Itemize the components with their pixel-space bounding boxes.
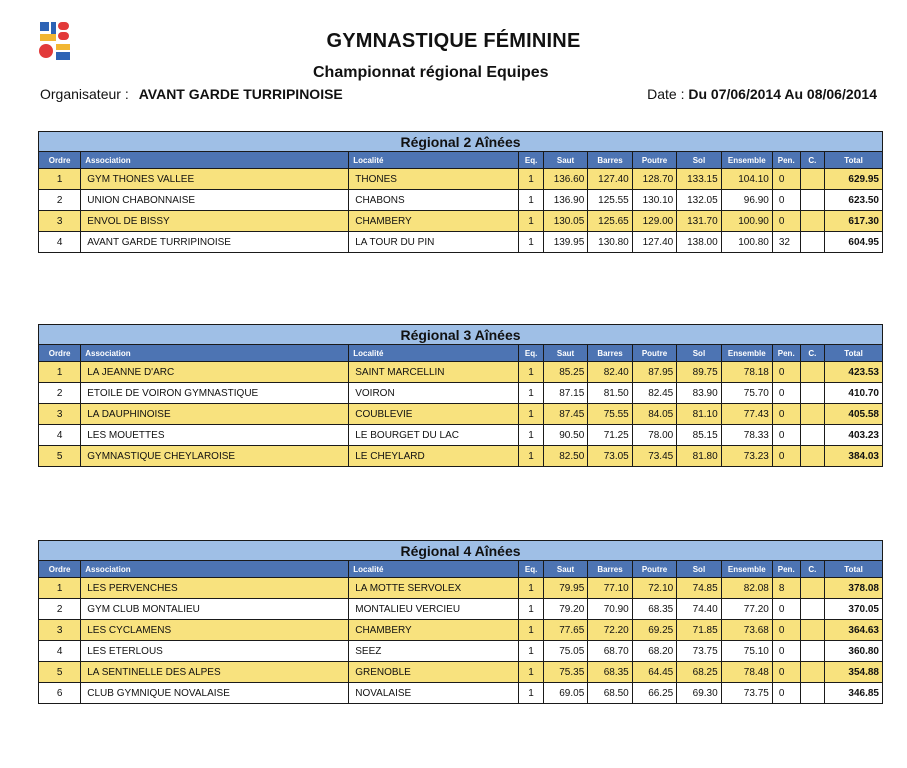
- table-row: [39, 169, 883, 190]
- cell-equipe: 1: [519, 641, 543, 662]
- cell-association: GYM THONES VALLEE: [81, 169, 349, 190]
- cell-ensemble: 77.20: [721, 599, 772, 620]
- cell-c: [800, 578, 824, 599]
- cell-poutre: 84.05: [632, 404, 676, 425]
- cell-association: GYM CLUB MONTALIEU: [81, 599, 349, 620]
- cell-saut: 90.50: [543, 425, 587, 446]
- cell-total: 423.53: [825, 362, 883, 383]
- cell-poutre: 66.25: [632, 683, 676, 704]
- cell-penalite: 0: [772, 190, 800, 211]
- cell-ordre: 3: [39, 211, 81, 232]
- cell-penalite: 0: [772, 662, 800, 683]
- cell-sol: 132.05: [677, 190, 721, 211]
- cell-sol: 81.80: [677, 446, 721, 467]
- cell-poutre: 127.40: [632, 232, 676, 253]
- cell-localite: COUBLEVIE: [349, 404, 519, 425]
- cell-penalite: 0: [772, 599, 800, 620]
- table-row: [39, 641, 883, 662]
- cell-c: [800, 169, 824, 190]
- table-row: [39, 599, 883, 620]
- cell-total: 617.30: [825, 211, 883, 232]
- cell-association: LES MOUETTES: [81, 425, 349, 446]
- column-header-total: Total: [825, 345, 883, 362]
- table-row: [39, 620, 883, 641]
- cell-localite: NOVALAISE: [349, 683, 519, 704]
- cell-poutre: 82.45: [632, 383, 676, 404]
- cell-barres: 130.80: [588, 232, 632, 253]
- cell-sol: 133.15: [677, 169, 721, 190]
- cell-equipe: 1: [519, 683, 543, 704]
- cell-penalite: 0: [772, 425, 800, 446]
- cell-poutre: 72.10: [632, 578, 676, 599]
- cell-c: [800, 383, 824, 404]
- column-header-sol: Sol: [677, 561, 721, 578]
- column-header-c: C.: [800, 345, 824, 362]
- column-header-ordre: Ordre: [39, 152, 81, 169]
- cell-saut: 75.35: [543, 662, 587, 683]
- cell-poutre: 130.10: [632, 190, 676, 211]
- cell-localite: LA TOUR DU PIN: [349, 232, 519, 253]
- table-row: [39, 190, 883, 211]
- cell-poutre: 68.20: [632, 641, 676, 662]
- table-row: [39, 232, 883, 253]
- table-row: [39, 662, 883, 683]
- cell-ensemble: 73.68: [721, 620, 772, 641]
- cell-equipe: 1: [519, 425, 543, 446]
- table-header-row: [39, 561, 883, 578]
- cell-barres: 82.40: [588, 362, 632, 383]
- cell-penalite: 0: [772, 211, 800, 232]
- cell-penalite: 32: [772, 232, 800, 253]
- column-header-ensemble: Ensemble: [721, 152, 772, 169]
- column-header-localite: Localité: [349, 561, 519, 578]
- cell-saut: 77.65: [543, 620, 587, 641]
- cell-localite: CHABONS: [349, 190, 519, 211]
- cell-equipe: 1: [519, 599, 543, 620]
- organizer-value: AVANT GARDE TURRIPINOISE: [138, 86, 343, 102]
- cell-saut: 130.05: [543, 211, 587, 232]
- cell-ordre: 4: [39, 425, 81, 446]
- cell-total: 623.50: [825, 190, 883, 211]
- cell-total: 354.88: [825, 662, 883, 683]
- cell-barres: 81.50: [588, 383, 632, 404]
- cell-c: [800, 446, 824, 467]
- cell-c: [800, 362, 824, 383]
- cell-c: [800, 683, 824, 704]
- cell-ensemble: 78.48: [721, 662, 772, 683]
- cell-equipe: 1: [519, 190, 543, 211]
- cell-ordre: 1: [39, 362, 81, 383]
- cell-c: [800, 620, 824, 641]
- date-label: Date :: [647, 86, 685, 102]
- table-row: [39, 383, 883, 404]
- cell-equipe: 1: [519, 211, 543, 232]
- cell-poutre: 78.00: [632, 425, 676, 446]
- cell-association: LA JEANNE D'ARC: [81, 362, 349, 383]
- cell-barres: 70.90: [588, 599, 632, 620]
- cell-ensemble: 104.10: [721, 169, 772, 190]
- column-header-c: C.: [800, 152, 824, 169]
- cell-localite: LA MOTTE SERVOLEX: [349, 578, 519, 599]
- cell-localite: LE CHEYLARD: [349, 446, 519, 467]
- cell-localite: SEEZ: [349, 641, 519, 662]
- cell-sol: 71.85: [677, 620, 721, 641]
- results-table: [38, 131, 883, 253]
- date-value: Du 07/06/2014 Au 08/06/2014: [688, 86, 877, 102]
- cell-c: [800, 211, 824, 232]
- cell-ordre: 4: [39, 641, 81, 662]
- column-header-poutre: Poutre: [632, 152, 676, 169]
- column-header-total: Total: [825, 152, 883, 169]
- column-header-saut: Saut: [543, 345, 587, 362]
- cell-association: ETOILE DE VOIRON GYMNASTIQUE: [81, 383, 349, 404]
- table-row: [39, 446, 883, 467]
- column-header-penalite: Pen.: [772, 561, 800, 578]
- cell-sol: 69.30: [677, 683, 721, 704]
- cell-saut: 136.90: [543, 190, 587, 211]
- cell-ensemble: 73.75: [721, 683, 772, 704]
- cell-association: LA DAUPHINOISE: [81, 404, 349, 425]
- cell-saut: 87.15: [543, 383, 587, 404]
- table-header-row: [39, 345, 883, 362]
- cell-ensemble: 100.80: [721, 232, 772, 253]
- organizer: [40, 86, 343, 102]
- column-header-association: Association: [81, 561, 349, 578]
- cell-poutre: 129.00: [632, 211, 676, 232]
- cell-ensemble: 77.43: [721, 404, 772, 425]
- table-caption: Régional 4 Aînées: [39, 541, 883, 561]
- cell-equipe: 1: [519, 404, 543, 425]
- cell-total: 405.58: [825, 404, 883, 425]
- cell-poutre: 128.70: [632, 169, 676, 190]
- column-header-c: C.: [800, 561, 824, 578]
- cell-ordre: 5: [39, 662, 81, 683]
- column-header-localite: Localité: [349, 345, 519, 362]
- column-header-barres: Barres: [588, 345, 632, 362]
- cell-ensemble: 75.70: [721, 383, 772, 404]
- cell-equipe: 1: [519, 232, 543, 253]
- cell-barres: 77.10: [588, 578, 632, 599]
- cell-total: 370.05: [825, 599, 883, 620]
- cell-barres: 71.25: [588, 425, 632, 446]
- cell-saut: 85.25: [543, 362, 587, 383]
- cell-poutre: 68.35: [632, 599, 676, 620]
- cell-sol: 89.75: [677, 362, 721, 383]
- cell-c: [800, 425, 824, 446]
- cell-barres: 125.55: [588, 190, 632, 211]
- cell-sol: 74.40: [677, 599, 721, 620]
- cell-barres: 68.35: [588, 662, 632, 683]
- results-table: [38, 540, 883, 704]
- cell-barres: 125.65: [588, 211, 632, 232]
- cell-equipe: 1: [519, 662, 543, 683]
- table-caption: Régional 2 Aînées: [39, 132, 883, 152]
- cell-c: [800, 232, 824, 253]
- table-caption: Régional 3 Aînées: [39, 325, 883, 345]
- cell-localite: CHAMBERY: [349, 620, 519, 641]
- cell-association: LES PERVENCHES: [81, 578, 349, 599]
- cell-equipe: 1: [519, 362, 543, 383]
- cell-equipe: 1: [519, 578, 543, 599]
- cell-poutre: 64.45: [632, 662, 676, 683]
- cell-ensemble: 75.10: [721, 641, 772, 662]
- cell-equipe: 1: [519, 383, 543, 404]
- cell-localite: LE BOURGET DU LAC: [349, 425, 519, 446]
- cell-equipe: 1: [519, 446, 543, 467]
- cell-ensemble: 73.23: [721, 446, 772, 467]
- cell-penalite: 0: [772, 169, 800, 190]
- cell-ordre: 1: [39, 169, 81, 190]
- cell-saut: 79.95: [543, 578, 587, 599]
- cell-barres: 127.40: [588, 169, 632, 190]
- cell-barres: 73.05: [588, 446, 632, 467]
- column-header-sol: Sol: [677, 152, 721, 169]
- column-header-ensemble: Ensemble: [721, 345, 772, 362]
- cell-ensemble: 96.90: [721, 190, 772, 211]
- cell-ordre: 2: [39, 383, 81, 404]
- cell-penalite: 0: [772, 383, 800, 404]
- cell-localite: THONES: [349, 169, 519, 190]
- cell-ensemble: 78.33: [721, 425, 772, 446]
- cell-c: [800, 190, 824, 211]
- cell-barres: 75.55: [588, 404, 632, 425]
- cell-association: AVANT GARDE TURRIPINOISE: [81, 232, 349, 253]
- cell-association: GYMNASTIQUE CHEYLAROISE: [81, 446, 349, 467]
- cell-total: 384.03: [825, 446, 883, 467]
- column-header-poutre: Poutre: [632, 345, 676, 362]
- cell-association: LA SENTINELLE DES ALPES: [81, 662, 349, 683]
- cell-penalite: 0: [772, 683, 800, 704]
- column-header-equipe: Eq.: [519, 345, 543, 362]
- cell-ordre: 3: [39, 620, 81, 641]
- cell-association: CLUB GYMNIQUE NOVALAISE: [81, 683, 349, 704]
- cell-penalite: 0: [772, 362, 800, 383]
- cell-total: 410.70: [825, 383, 883, 404]
- organizer-label: Organisateur :: [40, 86, 129, 102]
- cell-localite: VOIRON: [349, 383, 519, 404]
- cell-ordre: 2: [39, 190, 81, 211]
- cell-sol: 138.00: [677, 232, 721, 253]
- table-row: [39, 425, 883, 446]
- table-row: [39, 683, 883, 704]
- cell-saut: 87.45: [543, 404, 587, 425]
- cell-total: 629.95: [825, 169, 883, 190]
- cell-sol: 73.75: [677, 641, 721, 662]
- cell-ordre: 5: [39, 446, 81, 467]
- column-header-localite: Localité: [349, 152, 519, 169]
- cell-sol: 83.90: [677, 383, 721, 404]
- cell-ensemble: 78.18: [721, 362, 772, 383]
- cell-total: 604.95: [825, 232, 883, 253]
- cell-barres: 68.50: [588, 683, 632, 704]
- cell-c: [800, 404, 824, 425]
- cell-localite: GRENOBLE: [349, 662, 519, 683]
- cell-total: 346.85: [825, 683, 883, 704]
- cell-association: LES ETERLOUS: [81, 641, 349, 662]
- cell-saut: 136.60: [543, 169, 587, 190]
- cell-equipe: 1: [519, 169, 543, 190]
- column-header-equipe: Eq.: [519, 152, 543, 169]
- column-header-saut: Saut: [543, 152, 587, 169]
- cell-ensemble: 100.90: [721, 211, 772, 232]
- cell-ordre: 3: [39, 404, 81, 425]
- column-header-total: Total: [825, 561, 883, 578]
- cell-localite: CHAMBERY: [349, 211, 519, 232]
- column-header-barres: Barres: [588, 561, 632, 578]
- column-header-ordre: Ordre: [39, 561, 81, 578]
- cell-ensemble: 82.08: [721, 578, 772, 599]
- page-subtitle: Championnat régional Equipes: [313, 64, 549, 81]
- cell-poutre: 69.25: [632, 620, 676, 641]
- cell-association: LES CYCLAMENS: [81, 620, 349, 641]
- column-header-saut: Saut: [543, 561, 587, 578]
- cell-saut: 79.20: [543, 599, 587, 620]
- cell-saut: 69.05: [543, 683, 587, 704]
- column-header-equipe: Eq.: [519, 561, 543, 578]
- cell-poutre: 73.45: [632, 446, 676, 467]
- cell-sol: 131.70: [677, 211, 721, 232]
- cell-saut: 82.50: [543, 446, 587, 467]
- cell-barres: 72.20: [588, 620, 632, 641]
- event-date: [647, 86, 877, 102]
- cell-c: [800, 662, 824, 683]
- cell-penalite: 0: [772, 641, 800, 662]
- column-header-ordre: Ordre: [39, 345, 81, 362]
- cell-saut: 75.05: [543, 641, 587, 662]
- cell-equipe: 1: [519, 620, 543, 641]
- cell-ordre: 4: [39, 232, 81, 253]
- column-header-barres: Barres: [588, 152, 632, 169]
- cell-total: 378.08: [825, 578, 883, 599]
- table-header-row: [39, 152, 883, 169]
- column-header-association: Association: [81, 345, 349, 362]
- column-header-association: Association: [81, 152, 349, 169]
- column-header-penalite: Pen.: [772, 345, 800, 362]
- cell-ordre: 2: [39, 599, 81, 620]
- cell-localite: MONTALIEU VERCIEU: [349, 599, 519, 620]
- column-header-sol: Sol: [677, 345, 721, 362]
- cell-penalite: 0: [772, 620, 800, 641]
- cell-c: [800, 641, 824, 662]
- cell-barres: 68.70: [588, 641, 632, 662]
- cell-penalite: 8: [772, 578, 800, 599]
- column-header-ensemble: Ensemble: [721, 561, 772, 578]
- cell-localite: SAINT MARCELLIN: [349, 362, 519, 383]
- cell-association: ENVOL DE BISSY: [81, 211, 349, 232]
- cell-sol: 81.10: [677, 404, 721, 425]
- cell-sol: 85.15: [677, 425, 721, 446]
- cell-association: UNION CHABONNAISE: [81, 190, 349, 211]
- cell-penalite: 0: [772, 446, 800, 467]
- results-table: [38, 324, 883, 467]
- cell-penalite: 0: [772, 404, 800, 425]
- column-header-penalite: Pen.: [772, 152, 800, 169]
- table-row: [39, 211, 883, 232]
- table-row: [39, 578, 883, 599]
- cell-ordre: 6: [39, 683, 81, 704]
- page-title: GYMNASTIQUE FÉMININE: [326, 30, 581, 52]
- table-row: [39, 404, 883, 425]
- cell-total: 403.23: [825, 425, 883, 446]
- cell-saut: 139.95: [543, 232, 587, 253]
- cell-c: [800, 599, 824, 620]
- cell-poutre: 87.95: [632, 362, 676, 383]
- cell-total: 360.80: [825, 641, 883, 662]
- table-row: [39, 362, 883, 383]
- cell-sol: 68.25: [677, 662, 721, 683]
- cell-ordre: 1: [39, 578, 81, 599]
- cell-total: 364.63: [825, 620, 883, 641]
- cell-sol: 74.85: [677, 578, 721, 599]
- column-header-poutre: Poutre: [632, 561, 676, 578]
